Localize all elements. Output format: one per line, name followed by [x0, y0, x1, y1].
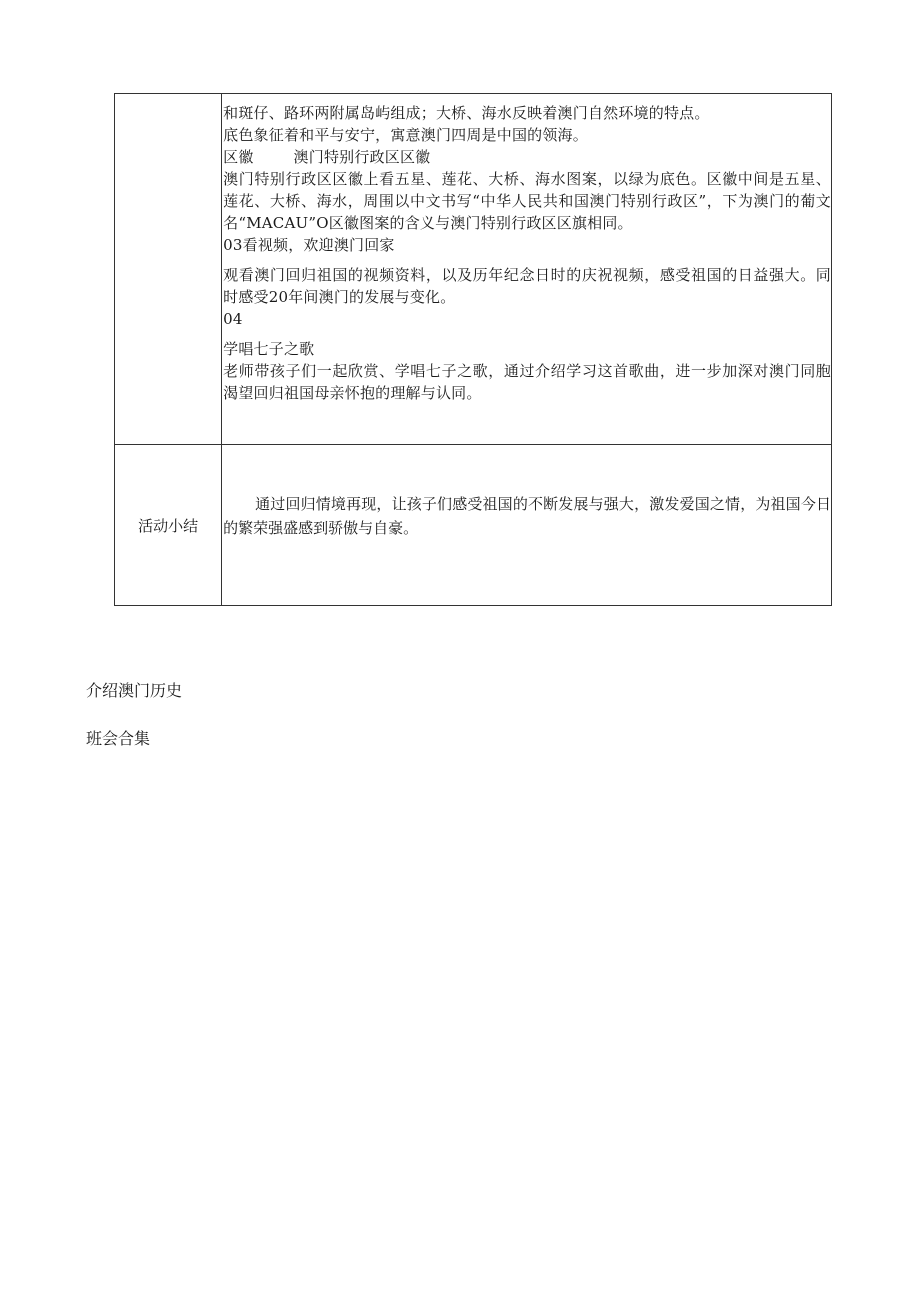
emblem-heading-full: 澳门特别行政区区徽	[293, 148, 431, 166]
emblem-heading-short: 区徽	[223, 148, 254, 166]
section-3-title: 03看视频，欢迎澳门回家	[223, 236, 395, 254]
island-line: 和斑仔、路环两附属岛屿组成；大桥、海水反映着澳门自然环境的特点。	[223, 104, 710, 122]
section-4-title: 学唱七子之歌	[223, 340, 315, 358]
footer-collection-link: 班会合集	[86, 729, 151, 748]
activity-table	[114, 93, 832, 606]
emblem-description: 澳门特别行政区区徽上看五星、莲花、大桥、海水图案，以绿为底色。区徽中间是五星、莲花、大桥、海水，周围以中文书写“中华人民共和国澳门特别行政区”，下为澳门的葡文名“MACAU”O区徽图案的含义与澳门特别行政区区旗相同。	[223, 170, 831, 232]
background-color-line: 底色象征着和平与安宁，寓意澳门四周是中国的领海。	[223, 126, 588, 144]
section-4-number: 04	[223, 310, 243, 328]
table-row-summary	[115, 445, 832, 606]
summary-label: 活动小结	[115, 445, 222, 606]
summary-text: 通过回归情境再现，让孩子们感受祖国的不断发展与强大，激发爱国之情，为祖国今日的繁荣强盛感到骄傲与自豪。	[223, 495, 831, 537]
section-3-description: 观看澳门回归祖国的视频资料，以及历年纪念日时的庆祝视频，感受祖国的日益强大。同时感受20年间澳门的发展与变化。	[223, 266, 831, 306]
row-label-empty	[115, 94, 222, 445]
section-4-description: 老师带孩子们一起欣赏、学唱七子之歌，通过介绍学习这首歌曲，进一步加深对澳门同胞渴望回归祖国母亲怀抱的理解与认同。	[223, 362, 831, 402]
table-row-content	[115, 94, 832, 445]
summary-cell	[222, 445, 832, 606]
footer-history-link: 介绍澳门历史	[86, 681, 183, 700]
activity-content-cell	[222, 94, 832, 445]
emblem-heading	[223, 146, 831, 168]
